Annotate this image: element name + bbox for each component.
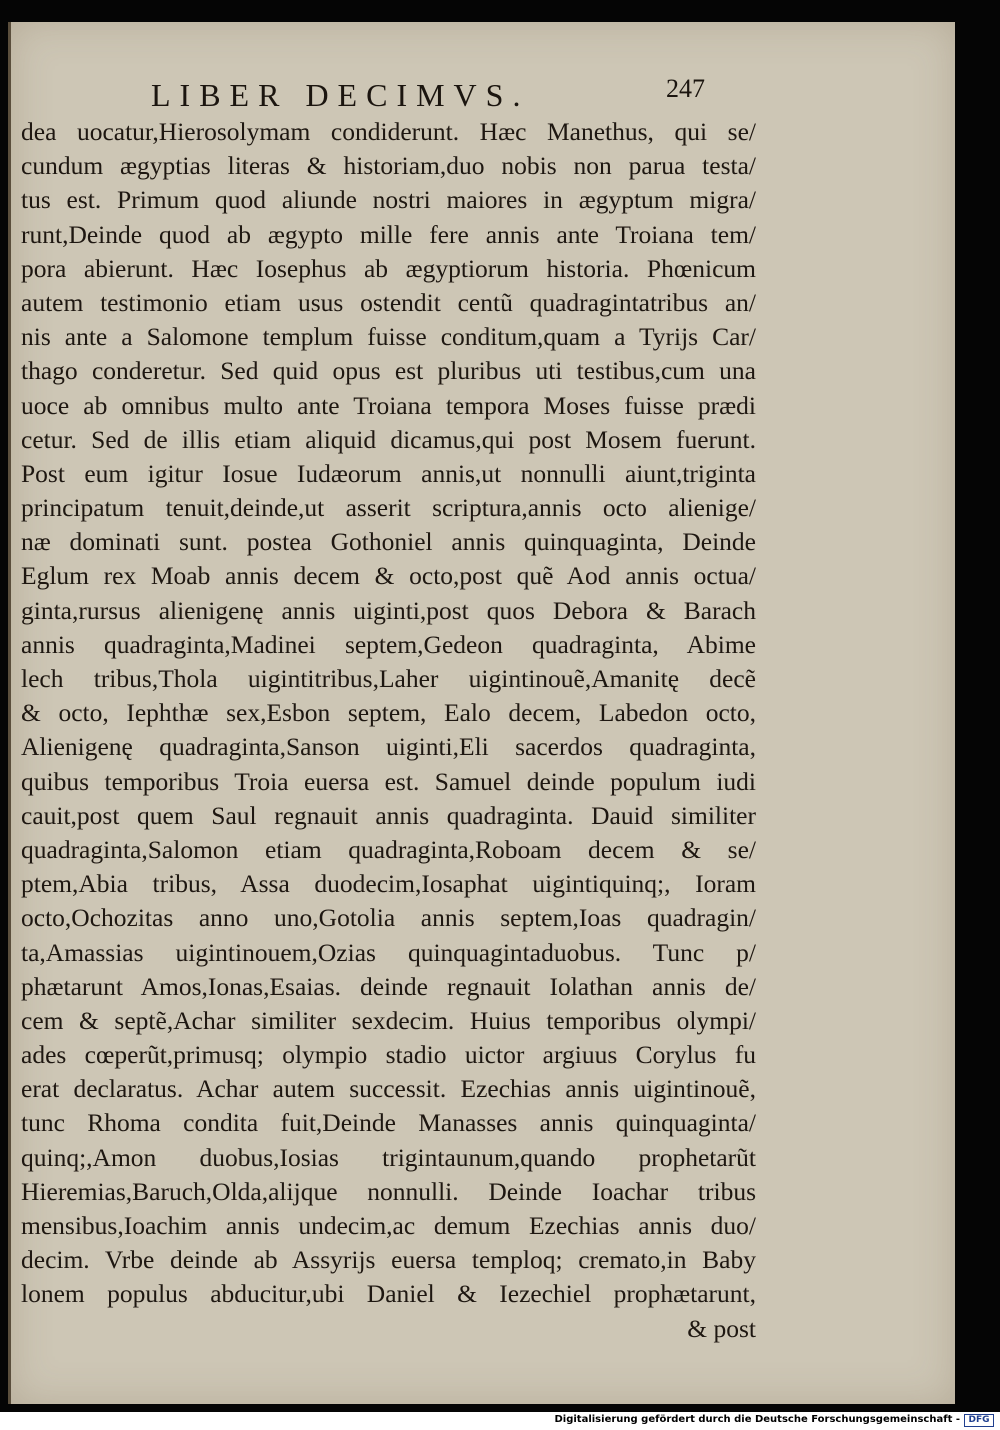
text-line: næ dominati sunt. postea Gothoniel annis quinquaginta, Deinde	[21, 527, 756, 557]
running-head: LIBER DECIMVS.	[151, 77, 530, 113]
text-line: quinq;,Amon duobus,Iosias trigintaunum,quando prophetarũt	[21, 1142, 756, 1172]
text-line: nis ante a Salomone templum fuisse conditum,quam a Tyrijs Car/	[21, 322, 756, 352]
text-line: autem testimonio etiam usus ostendit centũ quadragintatribus an/	[21, 287, 756, 317]
funding-credit: Digitalisierung gefördert durch die Deutsche Forschungsgemeinschaft -	[554, 1414, 960, 1425]
text-line: ades cœperũt,primusq; olympio stadio uictor argiuus Corylus fu	[21, 1040, 756, 1070]
text-line: lonem populus abducitur,ubi Daniel & Iezechiel prophætarunt,	[21, 1279, 756, 1309]
text-line: tunc Rhoma condita fuit,Deinde Manasses annis quinquaginta/	[21, 1108, 756, 1138]
text-line: cauit,post quem Saul regnauit annis quadraginta. Dauid similiter	[21, 800, 756, 830]
text-line: thago conderetur. Sed quid opus est pluribus uti testibus,cum una	[21, 356, 756, 386]
body-text	[21, 115, 756, 1346]
text-line: lech tribus,Thola uigintitribus,Laher uigintinouẽ,Amanitę decẽ	[21, 664, 756, 693]
text-line: ta,Amassias uigintinouem,Ozias quinquagintaduobus. Tunc p/	[21, 937, 756, 967]
text-line: decim. Vrbe deinde ab Assyrijs euersa temploq; cremato,in Baby	[21, 1245, 756, 1275]
text-line: phætarunt Amos,Ionas,Esaias. deinde regnauit Iolathan annis de/	[21, 971, 756, 1001]
text-line: quadraginta,Salomon etiam quadraginta,Roboam decem & se/	[21, 834, 756, 864]
text-line: & octo, Iephthæ sex,Esbon septem, Ealo decem, Labedon octo,	[21, 698, 756, 728]
dfg-logo: DFG	[964, 1414, 994, 1427]
text-line: ptem,Abia tribus, Assa duodecim,Iosaphat uigintiquinq;, Ioram	[21, 869, 756, 899]
text-line: annis quadraginta,Madinei septem,Gedeon quadraginta, Abime	[21, 629, 756, 659]
book-page	[8, 22, 955, 1404]
text-line: Eglum rex Moab annis decem & octo,post quẽ Aod annis octua/	[21, 561, 756, 591]
text-line: dea uocatur,Hierosolymam condiderunt. Hæc Manethus, qui se/	[21, 117, 756, 146]
text-line: cetur. Sed de illis etiam aliquid dicamus,qui post Mosem fuerunt.	[21, 424, 756, 454]
text-line: Hieremias,Baruch,Olda,alijque nonnulli. Deinde Ioachar tribus	[21, 1176, 756, 1206]
text-line: octo,Ochozitas anno uno,Gotolia annis septem,Ioas quadragin/	[21, 903, 756, 933]
text-line: ginta,rursus alienigenę annis uiginti,post quos Debora & Barach	[21, 595, 756, 625]
page-number: 247	[666, 74, 705, 103]
text-line: Post eum igitur Iosue Iudæorum annis,ut nonnulli aiunt,triginta	[21, 458, 756, 488]
text-line: quibus temporibus Troia euersa est. Samuel deinde populum iudi	[21, 766, 756, 796]
footer-bar	[0, 1412, 1000, 1430]
text-line: tus est. Primum quod aliunde nostri maiores in ægyptum migra/	[21, 185, 756, 215]
text-line: cem & septẽ,Achar similiter sexdecim. Huius temporibus olympi/	[21, 1005, 756, 1035]
text-line: principatum tenuit,deinde,ut asserit scriptura,annis octo alienige/	[21, 493, 756, 523]
text-line: cundum ægyptias literas & historiam,duo nobis non parua testa/	[21, 151, 756, 181]
text-line: runt,Deinde quod ab ægypto mille fere annis ante Troiana tem/	[21, 219, 756, 249]
text-line: & post	[687, 1313, 756, 1343]
text-line: uoce ab omnibus multo ante Troiana tempora Moses fuisse prædi	[21, 390, 756, 420]
text-line: mensibus,Ioachim annis undecim,ac demum Ezechias annis duo/	[21, 1211, 756, 1240]
text-line: Alienigenę quadraginta,Sanson uiginti,Eli sacerdos quadraginta,	[21, 732, 756, 762]
text-line: pora abierunt. Hæc Iosephus ab ægyptiorum historia. Phœnicum	[21, 253, 756, 283]
text-line: erat declaratus. Achar autem successit. Ezechias annis uigintinouẽ,	[21, 1074, 756, 1104]
